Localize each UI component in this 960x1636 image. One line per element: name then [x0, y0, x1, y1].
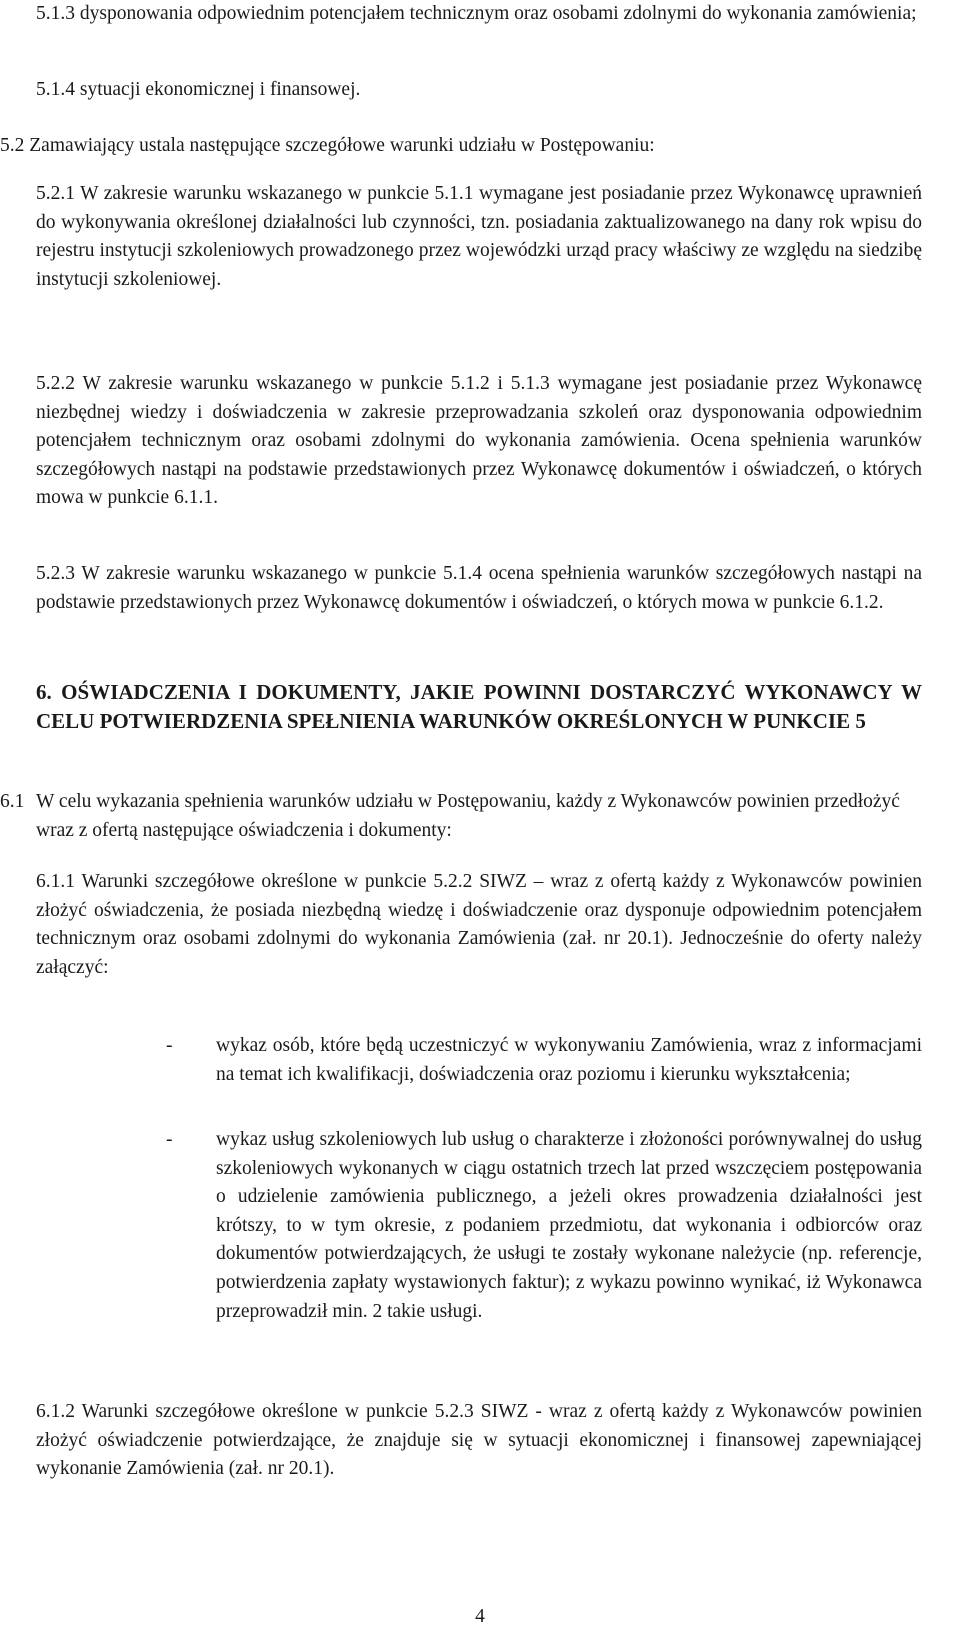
paragraph-5-2-2: 5.2.2 W zakresie warunku wskazanego w punkcie 5.1.2 i 5.1.3 wymagane jest posiadanie przez Wykonawcę niezbędnej wiedzy i doświadczenia w zakresie przeprowadzania szkoleń oraz dysponowania odpowiednim potencjałem technicznym oraz osobami zdolnymi do wykonania zamówienia. Ocena spełnienia warunków szczegółowych nastąpi na podstawie przedstawionych przez Wykonawcę dokumentów i oświadczeń, o których mowa w punkcie 6.1.1.: [36, 373, 922, 509]
list-bullet-dash: -: [166, 1129, 173, 1150]
paragraph-5-2-1: 5.2.1 W zakresie warunku wskazanego w punkcie 5.1.1 wymagane jest posiadanie przez Wykonawcę uprawnień do wykonywania określonej działalności lub czynności, tzn. posiadania zaktualizowanego na dany rok wpisu do rejestru instytucji szkoleniowych prowadzonego przez wojewódzki urząd pracy właściwy ze względu na siedzibę instytucji szkoleniowej.: [36, 183, 922, 290]
list-item-wykaz-uslug: wykaz usług szkoleniowych lub usług o charakterze i złożoności porównywalnej do usług szkoleniowych wykonanych w ciągu ostatnich trzech lat przed wszczęciem postępowania o udzielenie zamówienia publicznego, a jeżeli okres prowadzenia działalności jest krótszy, to w tym okresie, z podaniem przedmiotu, dat wykonania i odbiorców oraz dokumentów potwierdzających, że usługi te zostały wykonane należycie (np. referencje, potwierdzenia zapłaty wystawionych faktur); z wykazu powinno wynikać, iż Wykonawca przeprowadził min. 2 takie usługi.: [216, 1129, 922, 1322]
paragraph-5-2-3: 5.2.3 W zakresie warunku wskazanego w punkcie 5.1.4 ocena spełnienia warunków szczegółowych nastąpi na podstawie przedstawionych przez Wykonawcę dokumentów i oświadczeń, o których mowa w punkcie 6.1.2.: [36, 563, 922, 613]
paragraph-6-1-number: 6.1: [0, 791, 25, 812]
page-number: 4: [475, 1606, 485, 1627]
paragraph-5-1-4: 5.1.4 sytuacji ekonomicznej i finansowej.: [36, 79, 361, 100]
section-heading-6: 6. OŚWIADCZENIA I DOKUMENTY, JAKIE POWINNI DOSTARCZYĆ WYKONAWCY W CELU POTWIERDZENIA SPEŁNIENIA WARUNKÓW OKREŚLONYCH W PUNKCIE 5: [36, 680, 922, 733]
paragraph-6-1-2: 6.1.2 Warunki szczegółowe określone w punkcie 5.2.3 SIWZ - wraz z ofertą każdy z Wykonawców powinien złożyć oświadczenie potwierdzające, że znajduje się w sytuacji ekonomicznej i finansowej zapewniającej wykonanie Zamówienia (zał. nr 20.1).: [36, 1401, 922, 1480]
paragraph-6-1: W celu wykazania spełnienia warunków udziału w Postępowaniu, każdy z Wykonawców powinien przedłożyć wraz z ofertą następujące oświadczenia i dokumenty:: [36, 791, 900, 841]
paragraph-5-2: 5.2 Zamawiający ustala następujące szczegółowe warunki udziału w Postępowaniu:: [0, 135, 655, 156]
list-bullet-dash: -: [166, 1035, 173, 1056]
paragraph-5-1-3: 5.1.3 dysponowania odpowiednim potencjałem technicznym oraz osobami zdolnymi do wykonania zamówienia;: [36, 3, 917, 24]
paragraph-6-1-1: 6.1.1 Warunki szczegółowe określone w punkcie 5.2.2 SIWZ – wraz z ofertą każdy z Wykonawców powinien złożyć oświadczenia, że posiada niezbędną wiedzę i doświadczenie oraz dysponuje odpowiednim potencjałem technicznym oraz osobami zdolnymi do wykonania Zamówienia (zał. nr 20.1). Jednocześnie do oferty należy załączyć:: [36, 871, 922, 978]
list-item-wykaz-osob: wykaz osób, które będą uczestniczyć w wykonywaniu Zamówienia, wraz z informacjami na temat ich kwalifikacji, doświadczenia oraz poziomu i kierunku wykształcenia;: [216, 1035, 922, 1085]
